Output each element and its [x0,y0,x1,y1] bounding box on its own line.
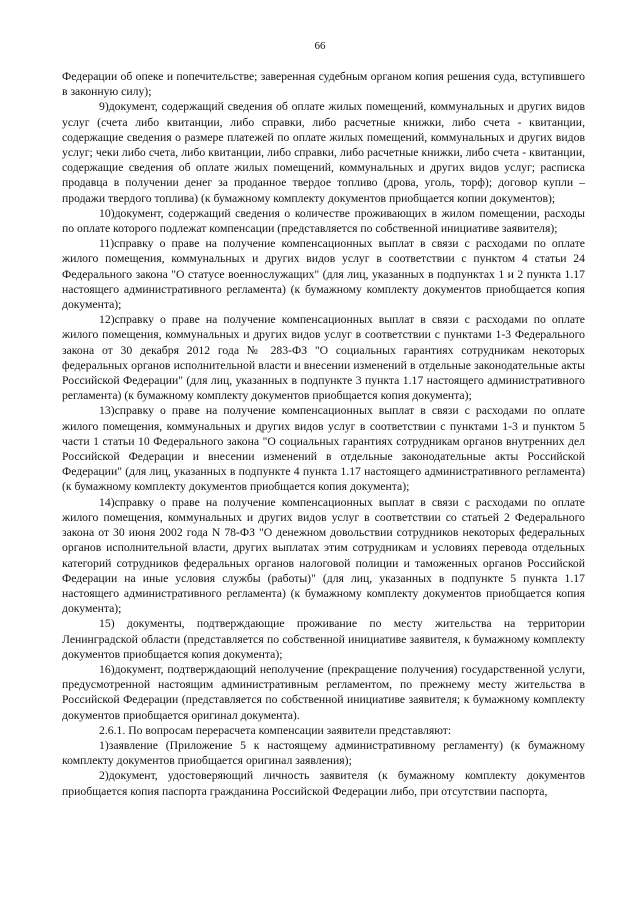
paragraph-item-9: 9)документ, содержащий сведения об оплате жилых помещений, коммунальных и других видов услуг (счета либо квитанции, либо справки, либо расчетные книжки, либо счета - квитанции, содержащие сведения о размере платежей по оплате жилых помещений, коммунальных и других видов услуг; чеки либо счета, либо квитанции, либо справки, либо расчетные книжки, либо счета - квитанции, содержащие сведения об оплате жилых помещений, коммунальных и других видов услуг; расписка продавца в получении денег за проданное твердое топливо (дрова, уголь, торф); договор купли – продажи твердого топлива) (к бумажному комплекту документов приобщается копии документов); [62,100,585,205]
paragraph-item-13: 13)справку о праве на получение компенсационных выплат в связи с расходами по оплате жилого помещения, коммунальных и других видов услуг в соответствии с пунктами 1-3 и пунктом 5 части 1 статьи 10 Федерального закона "О социальных гарантиях сотрудникам органов внутренних дел Российской Федерации и внесении изменений в отдельные законодательные акты Российской Федерации" (для лиц, указанных в подпункте 4 пункта 1.17 настоящего административного регламента) (к бумажному комплекту документов приобщается копия документа); [62,404,585,494]
document-body [62,69,585,799]
paragraph-item-14: 14)справку о праве на получение компенсационных выплат в связи с расходами по оплате жилого помещения, коммунальных и других видов услуг в соответствии со статьей 2 Федерального закона от 30 июня 2002 года N 78-ФЗ "О денежном довольствии сотрудников некоторых федеральных органов исполнительной власти, других выплатах этим сотрудникам и условиях перевода отдельных категорий сотрудников федеральных органов налоговой полиции и таможенных органов Российской Федерации на иные условия службы (работы)" (для лиц, указанных в подпункте 5 пункта 1.17 настоящего административного регламента) (к бумажному комплекту документов приобщается копия документа); [62,495,585,616]
paragraph-item-10: 10)документ, содержащий сведения о количестве проживающих в жилом помещении, расходы по оплате которого подлежат компенсации (представляется по собственной инициативе заявителя); [62,206,585,236]
section-2-6-1-heading: 2.6.1. По вопросам перерасчета компенсации заявители представляют: [99,723,452,737]
page-number: 66 [314,40,326,52]
paragraph-recalc-item-1: 1)заявление (Приложение 5 к настоящему административному регламенту) (к бумажному комплекту документов приобщается оригинал заявления); [62,738,585,768]
paragraph-item-16: 16)документ, подтверждающий неполучение (прекращение получения) государственной услуги, предусмотренной настоящим административным регламентом, по прежнему месту жительства в Российской Федерации (представляется по собственной инициативе заявителя; к бумажному комплекту документов приобщается оригинал документа). [62,662,585,722]
paragraph-continuation: Федерации об опеке и попечительстве; заверенная судебным органом копия решения суда, вступившего в законную силу); [62,70,585,99]
paragraph-item-11: 11)справку о праве на получение компенсационных выплат в связи с расходами по оплате жилого помещения, коммунальных и других видов услуг в соответствии с пунктом 4 статьи 24 Федерального закона "О статусе военнослужащих" (для лиц, указанных в подпунктах 1 и 2 пункта 1.17 настоящего административного регламента) (к бумажному комплекту документов приобщается копия документа); [62,237,585,312]
paragraph-item-12: 12)справку о праве на получение компенсационных выплат в связи с расходами по оплате жилого помещения, коммунальных и других видов услуг в соответствии с пунктами 1-3 Федерального закона от 30 декабря 2012 года № 283-ФЗ "О социальных гарантиях сотрудникам некоторых федеральных органов исполнительной власти и внесении изменений в отдельные законодательные акты Российской Федерации" (для лиц, указанных в подпункте 3 пункта 1.17 настоящего административного регламента) (к бумажному комплекту документов приобщается копия документа); [62,313,585,403]
paragraph-item-15: 15) документы, подтверждающие проживание по месту жительства на территории Ленинградской области (представляется по собственной инициативе заявителя, к бумажному комплекту документов приобщается копия документа); [62,617,585,661]
paragraph-recalc-item-2: 2)документ, удостоверяющий личность заявителя (к бумажному комплекту документов приобщается копия паспорта гражданина Российской Федерации либо, при отсутствии паспорта, [62,769,585,798]
